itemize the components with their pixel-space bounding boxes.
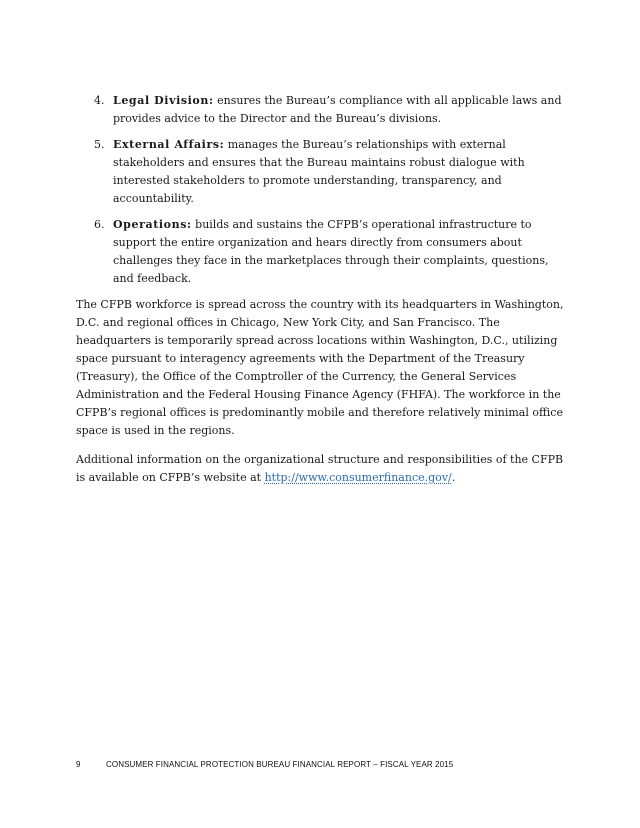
- page-footer: [76, 760, 566, 769]
- additional-info-suffix: .: [451, 471, 456, 484]
- list-item-external-affairs: [76, 136, 566, 208]
- list-item-legal-division: [76, 92, 566, 128]
- list-item-operations: [76, 216, 566, 288]
- list-item-description: ensures the Bureau’s compliance with all applicable laws and provides advice to the Director and the Bureau’s divisions.: [113, 94, 562, 125]
- page-content: [76, 92, 566, 498]
- list-item-description: builds and sustains the CFPB’s operational infrastructure to support the entire organization and hears directly from consumers about challenges they face in the marketplaces through their complaints, questions, and feedback.: [113, 218, 549, 285]
- page-number: 9: [76, 760, 81, 769]
- list-item-term: Operations:: [113, 218, 192, 231]
- consumerfinance-website-link[interactable]: http://www.consumerfinance.gov/: [264, 471, 452, 484]
- additional-info-paragraph: [76, 451, 566, 487]
- additional-info-text: Additional information on the organizational structure and responsibilities of the CFPB is available on CFPB’s website at: [76, 453, 564, 484]
- list-item-number: 5.: [94, 138, 105, 151]
- list-item-term: External Affairs:: [113, 138, 225, 151]
- list-item-term: Legal Division:: [113, 94, 214, 107]
- division-list: [76, 92, 566, 288]
- list-item-number: 4.: [94, 94, 105, 107]
- list-item-number: 6.: [94, 218, 105, 231]
- footer-title: CONSUMER FINANCIAL PROTECTION BUREAU FINANCIAL REPORT – FISCAL YEAR 2015: [106, 760, 454, 769]
- workforce-paragraph: The CFPB workforce is spread across the country with its headquarters in Washington, D.C. and regional offices in Chicago, New York City, and San Francisco. The headquarters is temporarily spread across locations within Washington, D.C., utilizing space pursuant to interagency agreements with the Department of the Treasury (Treasury), the Office of the Comptroller of the Currency, the General Services Administration and the Federal Housing Finance Agency (FHFA). The workforce in the CFPB’s regional offices is predominantly mobile and therefore relatively minimal office space is used in the regions.: [76, 298, 564, 437]
- list-item-description: manages the Bureau’s relationships with external stakeholders and ensures that the Bureau maintains robust dialogue with interested stakeholders to promote understanding, transparency, and accountability.: [113, 138, 525, 205]
